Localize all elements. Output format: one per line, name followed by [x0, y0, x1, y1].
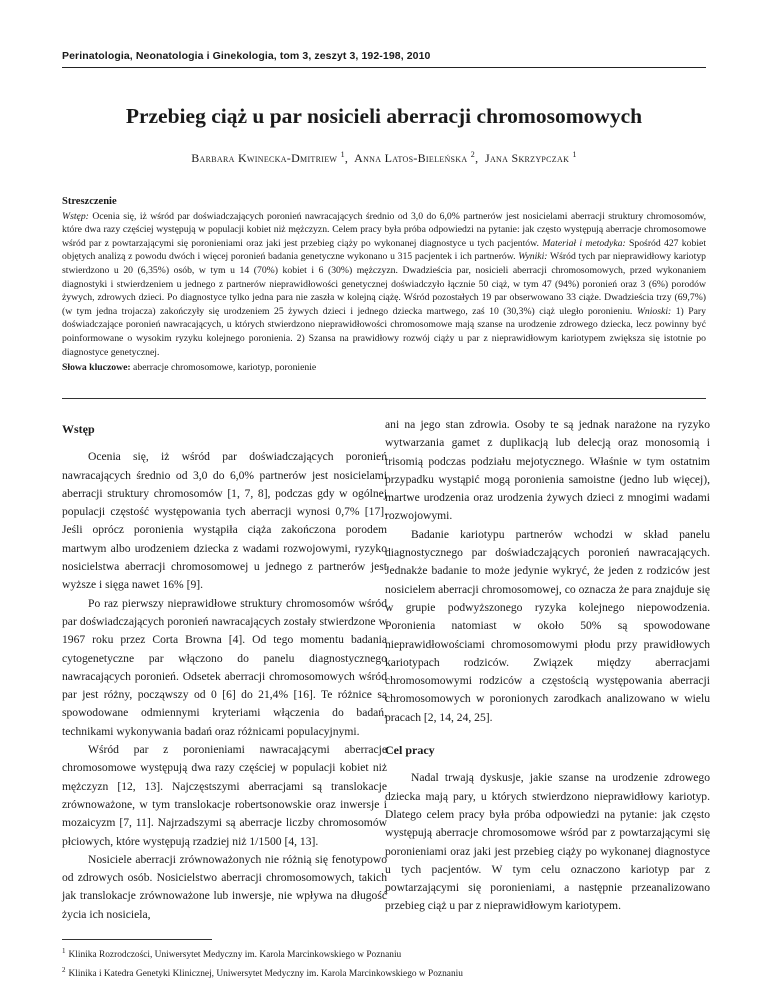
footnote-text: Klinika i Katedra Genetyki Klinicznej, Uniwersytet Medyczny im. Karola Marcinkowskiego w Poznaniu	[68, 969, 463, 980]
abstract-body	[62, 210, 706, 360]
abstract-intro: Ocenia się, iż wśród par doświadczających poronień nawracających średnio od 3,0 do 6,0% partnerów jest nosicielami aberracji struktury chromosomów, które dwa razy częściej występują w populacji kobiet niż mężczyzn. Celem pracy była próba odpowiedzi na pytanie: jak często występują aberracje chromosomowe wśród par z powtarzającymi się poronieniami oraz jaki jest przebieg ciąży po wykonanej diagnostyce u tych pacjentów.	[62, 210, 706, 249]
affiliation-mark: 2	[470, 150, 476, 159]
abstract-label-results: Wyniki:	[518, 251, 548, 263]
section-gap	[385, 727, 710, 741]
footnote	[62, 963, 706, 982]
keywords-list: aberracje chromosomowe, kariotyp, poronienie	[130, 362, 317, 374]
abstract-label-intro: Wstęp:	[62, 210, 89, 222]
abstract-results: Wśród tych par nieprawidłowy kariotyp stwierdzono u 20 (6,35%) osób, w tym u 14 (70%) kobiet i 6 (30%) mężczyzn. Dwadzieścia par, nosicieli aberracji chromosomowych, przed wykonaniem diagnostyki i stwierdzeniem u jednego z partnerów nieprawidłowości genetycznej doświadczyło łącznie 50 ciąż, w tym 47 (94%) poronień oraz 3 (6%) porodów żywych, zdrowych dzieci. Po diagnostyce tylko jedna para nie zaszła w kolejną ciążę. Wśród pozostałych 19 par obserwowano 33 ciąże. Dwadzieścia trzy (69,7%) (w tym jedna trojacza) zakończyły się urodzeniem 25 żywych dzieci i jednego dziecka martwego, zaś 10 (30,3%) ciąż uległo poronieniu.	[62, 251, 707, 317]
running-head: Perinatologia, Neonatologia i Ginekologia, tom 3, zeszyt 3, 192-198, 2010	[62, 50, 431, 62]
author-name: Barbara Kwinecka-Dmitriew	[191, 151, 338, 165]
affiliation-mark: 1	[340, 150, 345, 159]
footnote-text: Klinika Rozrodczości, Uniwersytet Medyczny im. Karola Marcinkowskiego w Poznaniu	[68, 950, 402, 961]
footnotes	[62, 944, 706, 982]
section-heading-intro: Wstęp	[62, 422, 95, 436]
abstract	[62, 195, 706, 375]
abstract-label-conclusions: Wnioski:	[636, 305, 672, 317]
section-heading-aim: Cel pracy	[385, 743, 435, 758]
left-column	[62, 420, 387, 924]
author-list: Barbara Kwinecka-Dmitriew $^1$, Anna Latos-Bieleńska $^2$, Jana Skrzypczak $^1$	[191, 150, 577, 165]
abstract-rule	[62, 398, 706, 399]
paragraph: Wśród par z poronieniami nawracającymi aberracje chromosomowe występują dwa razy częściej w populacji kobiet niż mężczyzn [12, 13]. Najczęstszymi aberracjami są translokacje zrównoważone, w tym translokacje robertsonowskie oraz inwersje i mozaicyzm [7, 11]. Najrzadszymi są aberracje liczby chromosomów płciowych, które występują rzadziej niż 1/1500 [4, 13].	[62, 743, 387, 848]
header-rule	[62, 67, 706, 68]
paragraph: Po raz pierwszy nieprawidłowe struktury chromosomów wśród par doświadczających poronień nawracających zostały stwierdzone w 1967 roku przez Corta Browna [4]. Od tego momentu badania cytogenetyczne par włączono do panelu diagnostycznego nawracających poronień. Odsetek aberracji chromosomowych wśród par jest różny, począwszy od 0 [6] do 21,4% [16]. Te różnice są spowodowane odmiennymi kryteriami włączenia do badań, technikami wykonywania badań oraz różnicami populacyjnymi.	[62, 596, 387, 738]
affiliation-mark: 1	[572, 150, 577, 159]
paragraph: Nadal trwają dyskusje, jakie szanse na urodzenie zdrowego dziecka mają pary, u których stwierdzono nieprawidłowy kariotyp. Dlatego celem pracy była próba odpowiedzi na pytanie: jak często występują aberracje chromosomowe wśród par z powtarzającymi się poronieniami oraz jaki jest przebieg ciąży po wykonanej diagnostyce u tych pacjentów. W tym celu oznaczono kariotyp par z powtarzającymi się poronieniami, a następnie przeanalizowano przebieg ciąż u par z nieprawidłowym kariotypem.	[385, 771, 710, 913]
footnote-mark: 1	[62, 947, 66, 955]
paragraph: Ocenia się, iż wśród par doświadczających poronień nawracających średnio od 3,0 do 6,0% partnerów jest nosicielami aberracji struktury chromosomów [1, 7, 8], podczas gdy w ogólnej populacji częstość występowania tych aberracji wynosi 0,7% [17]. Jeśli oprócz poronienia wystąpiła ciąża zakończona porodem martwym albo urodzeniem dziecka z wadami rozwojowymi, ryzyko nosicielstwa aberracji chromosomowej u jednego z partnerów jest wyższe i sięga nawet 16% [9].	[62, 450, 387, 592]
paragraph: Badanie kariotypu partnerów wchodzi w skład panelu diagnostycznego par doświadczających poronień nawracających. Jednakże badanie to może jedynie wykryć, że jeden z rodziców jest nosicielem aberracji chromosomowej, co oznacza że para znajduje się w grupie podwyższonego ryzyka kolejnego niepowodzenia. Poronienia natomiast w około 50% są spowodowane nieprawidłowościami chromosomowymi płodu przy prawidłowych kariotypach rodziców. Związek między aberracjami chromosomowymi rodziców a częstością występowania aberracji chromosomowych w poronionych zarodkach analizowano w wielu pracach [2, 14, 24, 25].	[385, 527, 710, 724]
author-name: Jana Skrzypczak	[484, 151, 570, 165]
keywords-label: Słowa kluczowe:	[62, 362, 131, 374]
abstract-heading: Streszczenie	[62, 196, 117, 207]
abstract-methods: Spośród 427 kobiet objętych analizą z powodu dwóch i więcej poronień badania genetyczne wykonano u 315 pacjentek i ich partnerów.	[62, 237, 707, 263]
keywords	[62, 361, 706, 375]
right-column	[385, 416, 710, 916]
abstract-conclusions: 1) Pary doświadczające poronień nawracających, u których stwierdzono nieprawidłowości chromosomowe mają szanse na urodzenie zdrowego dziecka, lecz powinny być poinformowane o wysokim ryzyku kolejnego poronienia. 2) Szansa na prawidłowy rozwój ciąży u par z nieprawidłowym kariotypem zwiększa się istotnie po diagnostyce genetycznej.	[62, 305, 707, 358]
paragraph: ani na jego stan zdrowia. Osoby te są jednak narażone na ryzyko wytwarzania gamet z duplikacją lub delecją oraz monosomią i trisomią podczas podziału mejotycznego. Właśnie w tym ostatnim przypadku wystąpić mogą poronienia samoistne (jedno lub więcej), martwe urodzenia oraz urodzenia żywych dzieci z mnogimi wadami rozwojowymi.	[385, 418, 710, 523]
abstract-label-methods: Materiał i metodyka:	[542, 237, 626, 249]
article-title: Przebieg ciąż u par nosicieli aberracji chromosomowych	[125, 104, 643, 128]
footnote-rule	[62, 939, 212, 940]
footnote	[62, 944, 706, 963]
footnote-mark: 2	[62, 966, 66, 975]
paragraph: Nosiciele aberracji zrównoważonych nie różnią się fenotypowo od zdrowych osób. Nosicielstwo aberracji chromosomowych, takich jak translokacje zrównoważone lub inwersje, nie wpływa na długość życia ich nosiciela,	[62, 852, 387, 921]
author-name: Anna Latos-Bieleńska	[354, 151, 468, 165]
